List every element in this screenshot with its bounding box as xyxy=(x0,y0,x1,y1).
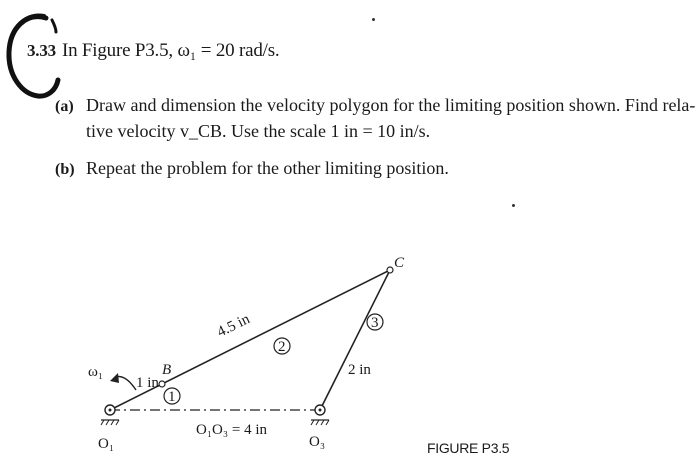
figure-caption: FIGURE P3.5 xyxy=(427,440,510,456)
link-2-label: 2 xyxy=(278,339,286,355)
part-b-line1: Repeat the problem for the other limiting position. xyxy=(86,158,449,178)
pivot-o1-label: O₁ xyxy=(98,436,115,452)
problem-statement: In Figure P3.5, ω₁ = 20 rad/s. xyxy=(61,40,280,61)
ground-length-label: O₁O₃ = 4 in xyxy=(196,422,268,438)
part-a-line1: Draw and dimension the velocity polygon for the limiting position shown. Find rela- xyxy=(86,95,695,115)
point-b-label: B xyxy=(162,362,172,378)
rocker-link-line xyxy=(320,270,390,410)
coupler-length-label: 4.5 in xyxy=(214,311,253,341)
part-b-label: (b) xyxy=(55,161,75,178)
crank-length-label: 1 in xyxy=(136,375,159,391)
part-a-line2: tive velocity v_CB. Use the scale 1 in = 10 in/s. xyxy=(86,121,431,141)
joint-b xyxy=(159,381,165,387)
link-3-label: 3 xyxy=(371,315,379,331)
part-a-label: (a) xyxy=(55,98,74,115)
pivot-o1-symbol xyxy=(101,405,119,425)
pivot-o3-symbol xyxy=(311,405,329,425)
joint-c xyxy=(387,267,393,273)
omega-label: ω₁ xyxy=(88,364,104,380)
link-1-label: 1 xyxy=(168,389,176,405)
point-c-label: C xyxy=(394,255,405,271)
problem-number: 3.33 xyxy=(27,41,56,60)
pivot-o3-label: O₃ xyxy=(309,434,326,450)
rocker-length-label: 2 in xyxy=(348,362,371,378)
omega-arrowhead-icon xyxy=(110,373,119,383)
